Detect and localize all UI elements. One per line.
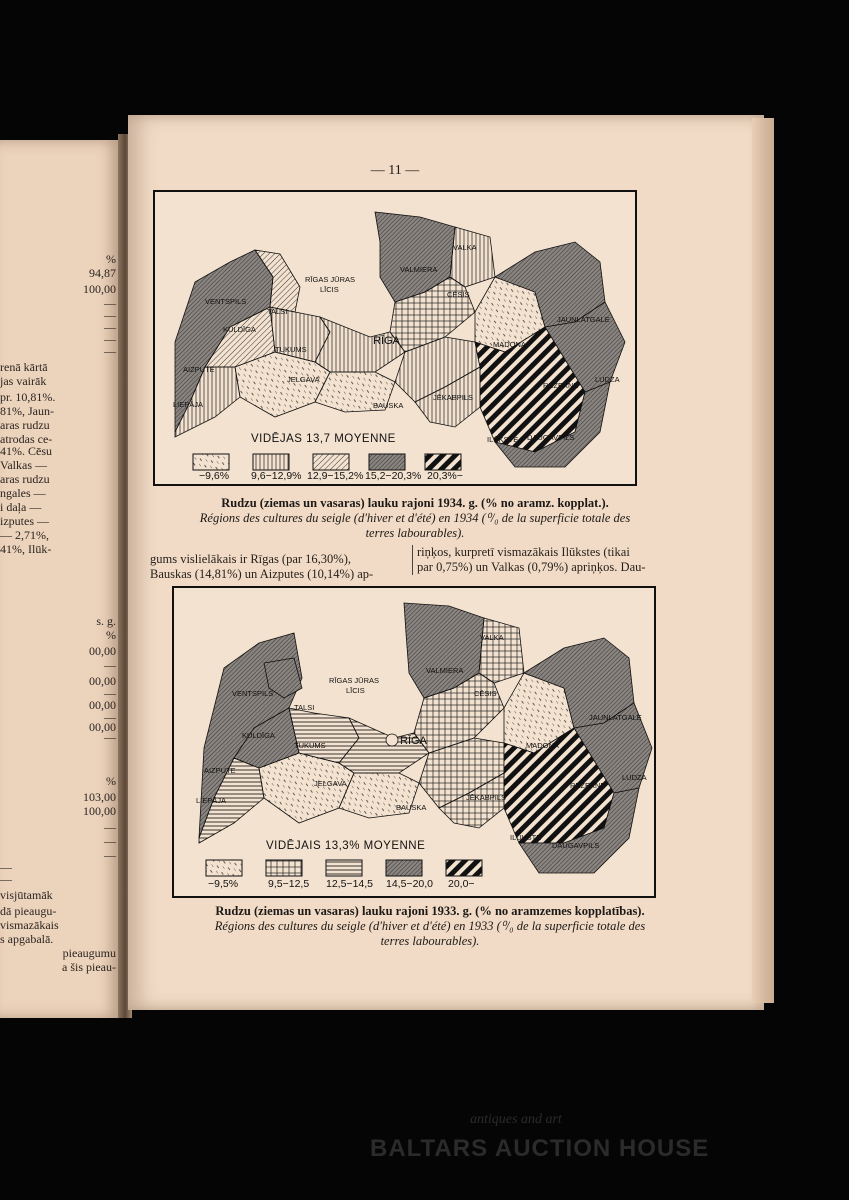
map1-sea-label: RĪGAS JŪRAS — [305, 275, 356, 284]
map1-aizpute: AIZPUTE — [183, 365, 215, 374]
map1-cesis: CĒSIS — [447, 290, 470, 299]
left-page-fragment: — — [104, 686, 116, 700]
map1-rezekne: REZEKNE — [543, 381, 579, 390]
left-page-fragment: 00,00 — [89, 698, 116, 712]
left-page-fragment: 103,00 — [83, 790, 116, 804]
map2-valmiera: VALMIERA — [426, 666, 464, 675]
left-page — [0, 140, 122, 1018]
map1-madona: MADONA — [493, 340, 526, 349]
left-page-fragment: jas vairāk — [0, 374, 47, 388]
left-page-fragment: 00,00 — [89, 674, 116, 688]
map1-ventspils: VENTSPILS — [205, 297, 247, 306]
map1-legend-3: 12,9−15,2% — [307, 470, 364, 482]
map1-jelgava: JELGAVA — [287, 375, 320, 384]
map2-sea-label-2: LĪCIS — [346, 686, 365, 695]
left-page-fragment: 00,00 — [89, 644, 116, 658]
map2-jaunlatgale: JAUNLATGALE — [589, 713, 642, 722]
left-page-fragment: aras rudzu — [0, 472, 50, 486]
left-page-fragment: a šis pieau- — [62, 960, 116, 974]
map2-legend-3: 12,5−14,5 — [326, 878, 374, 890]
map1-daugavpils: DAUGAVPILS — [527, 433, 575, 442]
map2-ventspils: VENTSPILS — [232, 689, 274, 698]
map1-legend-4: 15,2−20,3% — [365, 470, 422, 482]
left-page-fragment: — — [104, 710, 116, 724]
left-page-fragment: — — [0, 872, 12, 886]
left-page-fragment: s apgabalā. — [0, 932, 54, 946]
body-line-2: Bauskas (14,81%) un Aizputes (10,14%) ap- — [150, 567, 374, 581]
left-page-fragment: — 2,71%, — [0, 528, 49, 542]
watermark-logo: BALTARS AUCTION HOUSE — [370, 1135, 710, 1162]
left-page-fragment: — — [104, 834, 116, 848]
map2-legend-4: 14,5−20,0 — [386, 878, 434, 890]
map1-sea-label-2: LĪCIS — [320, 285, 339, 294]
left-page-fragment: pieaugumu — [62, 946, 116, 960]
left-page-fragment: 00,00 — [89, 720, 116, 734]
map2-legend-1: −9,5% — [208, 878, 239, 890]
map2-jekabpils: JĒKABPILS — [466, 793, 507, 802]
left-page-fragment: 100,00 — [83, 282, 116, 296]
map1-kuldiga: KULDĪGA — [223, 325, 256, 334]
map1-liepaja: LIEPĀJA — [173, 400, 204, 409]
map1-legend-title: VIDĒJAS 13,7 MOYENNE — [251, 433, 396, 445]
page-edge — [752, 118, 774, 1003]
map1-legend-2: 9,6−12,9% — [251, 470, 302, 482]
map2-daugavpils: DAUGAVPILS — [552, 841, 600, 850]
map2-liepaja: LIEPĀJA — [196, 796, 227, 805]
left-page-fragment: % — [106, 774, 116, 788]
map2-sea-label: RĪGAS JŪRAS — [329, 676, 380, 685]
map2-legend-5: 20,0− — [448, 878, 475, 890]
map-1934 — [153, 190, 637, 486]
left-page-fragment: renā kārtā — [0, 360, 48, 374]
left-page-fragment: — — [104, 320, 116, 334]
map1-ilukste: ILŪKSTE — [487, 435, 519, 444]
body-text-right — [412, 545, 646, 575]
map2-legend-2: 9,5−12,5 — [268, 878, 310, 890]
map2-kuldiga: KULDĪGA — [242, 731, 275, 740]
left-page-fragment: vismazākais — [0, 918, 59, 932]
left-page-fragment: — — [104, 344, 116, 358]
map1-caption-lv: Rudzu (ziemas un vasaras) lauku rajoni 1934. g. (% no aramz. kopplat.). — [221, 496, 609, 510]
body-text-left — [150, 552, 373, 582]
left-page-fragment: visjūtamāk — [0, 888, 53, 902]
map2-cesis: CĒSIS — [474, 689, 497, 698]
body-line-1: gums vislielākais ir Rīgas (par 16,30%), — [150, 552, 352, 566]
map1-ludza: LUDZA — [595, 375, 620, 384]
map1-valka: VALKA — [453, 243, 477, 252]
map2-madona: MADONA — [526, 741, 559, 750]
map1-legend-1: −9,6% — [199, 470, 230, 482]
map2-caption-fr: Régions des cultures du seigle (d'hiver et d'été) en 1933 (⁰/₀ de la superficie totale des — [214, 919, 646, 933]
left-page-fragment: 100,00 — [83, 804, 116, 818]
watermark-subtitle: antiques and art — [470, 1112, 562, 1127]
map1-caption — [150, 496, 680, 541]
left-page-fragment: pr. 10,81%. — [0, 390, 56, 404]
map2-riga: RĪGA — [400, 735, 427, 747]
map2-ilukste: ILŪKSTE — [510, 833, 542, 842]
left-page-fragment: 41%. Cēsu — [0, 444, 52, 458]
map2-tukums: TUKUMS — [294, 741, 326, 750]
left-page-fragment: izputes — — [0, 514, 49, 528]
left-page-fragment: 81%, Jaun- — [0, 404, 54, 418]
map1-caption-fr-2: terres labourables). — [365, 526, 465, 540]
left-page-fragment: — — [104, 730, 116, 744]
map1-jaunlatgale: JAUNLATGALE — [557, 315, 610, 324]
left-page-fragment: — — [0, 860, 12, 874]
body-line-3: riņķos, kurpretī vismazākais Ilūkstes (tikai — [417, 545, 630, 559]
map2-legend-title: VIDĒJAIS 13,3% MOYENNE — [266, 840, 426, 852]
map2-caption-lv: Rudzu (ziemas un vasaras) lauku rajoni 1933. g. (% no aramzemes kopplatības). — [215, 904, 645, 918]
left-page-fragment: — — [104, 308, 116, 322]
left-page-fragment: — — [104, 820, 116, 834]
map2-valka: VALKA — [480, 633, 504, 642]
left-page-fragment: — — [104, 848, 116, 862]
left-page-fragment: % — [106, 628, 116, 642]
map1-bauska: BAUSKA — [373, 401, 404, 410]
map1-valmiera: VALMIERA — [400, 265, 438, 274]
left-page-fragment: s. g. — [96, 614, 116, 628]
map2-caption — [165, 904, 695, 949]
map2-talsi: TALSI — [294, 703, 315, 712]
map2-bauska: BAUSKA — [396, 803, 427, 812]
left-page-fragment: 94,87 — [89, 266, 116, 280]
map2-aizpute: AIZPUTE — [204, 766, 236, 775]
left-page-fragment: — — [104, 658, 116, 672]
left-page-fragment: aras rudzu — [0, 418, 50, 432]
left-page-fragment: — — [104, 296, 116, 310]
left-page-fragment: — — [104, 332, 116, 346]
map1-legend-5: 20,3%− — [427, 470, 463, 482]
page-number: — 11 — — [370, 163, 420, 178]
map-1933 — [172, 586, 656, 898]
map1-talsi: TALSI — [267, 307, 288, 316]
map1-jekabpils: JĒKABPILS — [433, 393, 474, 402]
body-line-4: par 0,75%) un Valkas (0,79%) apriņķos. Dau- — [417, 560, 646, 574]
map2-caption-fr-2: terres labourables). — [380, 934, 480, 948]
map1-caption-fr: Régions des cultures du seigle (d'hiver et d'été) en 1934 (⁰/₀ de la superficie totale des — [199, 511, 631, 525]
map1-tukums: TUKUMS — [275, 345, 307, 354]
left-page-fragment: % — [106, 252, 116, 266]
left-page-fragment: 41%, Ilūk- — [0, 542, 52, 556]
left-page-fragment: atrodas ce- — [0, 432, 53, 446]
map1-riga: RĪGA — [373, 335, 400, 347]
map2-jelgava: JELGAVA — [314, 779, 347, 788]
left-page-fragment: i daļa — — [0, 500, 42, 514]
left-page-fragment: ngales — — [0, 486, 46, 500]
map2-ludza: LUDZA — [622, 773, 647, 782]
left-page-fragment: Valkas — — [0, 458, 47, 472]
map2-rezekne: REZEKNE — [570, 781, 606, 790]
left-page-fragment: dā pieaugu- — [0, 904, 57, 918]
